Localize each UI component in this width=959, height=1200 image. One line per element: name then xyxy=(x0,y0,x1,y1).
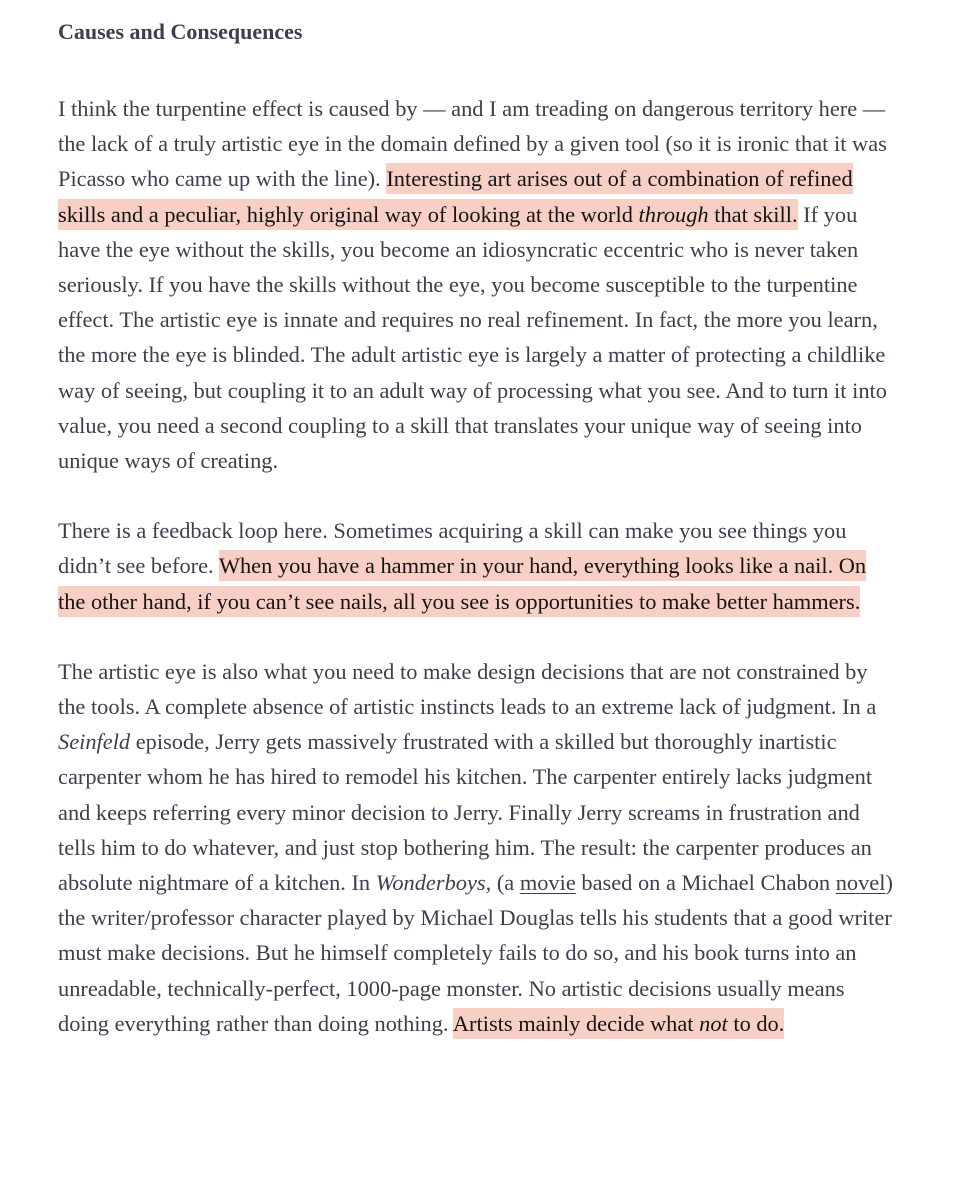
p1-text-2: If you have the eye without the skills, you become an idiosyncratic eccentric who is never taken seriously. If you have the skills without the eye, you become susceptible to the turpentine effect. The artistic eye is innate and requires no real refinement. In fact, the more you learn, the more the eye is blinded. The adult artistic eye is largely a matter of protecting a childlike way of seeing, but coupling it to an adult way of processing what you see. And to turn it into value, you need a second coupling to a skill that translates your unique way of seeing into unique ways of creating. xyxy=(58,201,887,474)
highlight-3 xyxy=(453,1008,784,1039)
highlight-1-text: Interesting art arises out of a combination of refined skills and a peculiar, highly original way of looking at the world xyxy=(58,166,853,227)
paragraph-2 xyxy=(58,513,898,619)
wonderboys-title: Wonderboys, xyxy=(375,870,492,896)
section-heading: Causes and Consequences xyxy=(58,19,303,44)
p1-text-1: I think the turpentine effect is caused by — and I am treading on dangerous territory here — the lack of a truly artistic eye in the domain defined by a given tool (so it is ironic that it was Picasso who came up with the line). xyxy=(58,96,887,192)
p3-text-4: based on a Michael Chabon xyxy=(575,870,836,896)
p3-text-2: episode, Jerry gets massively frustrated with a skilled but thoroughly inartistic carpenter whom he has hired to remodel his kitchen. The carpenter entirely lacks judgment and keeps referring every minor decision to Jerry. Finally Jerry screams in frustration and tells him to do whatever, and just stop bothering him. The result: the carpenter produces an absolute nightmare of a kitchen. In xyxy=(58,729,873,896)
p3-text-1: The artistic eye is also what you need to make design decisions that are not constrained by the tools. A complete absence of artistic instincts leads to an extreme lack of judgment. In a xyxy=(58,658,877,720)
highlight-3-emphasis: not xyxy=(699,1010,728,1036)
seinfeld-title: Seinfeld xyxy=(58,729,131,755)
highlight-1-emphasis: through xyxy=(638,201,709,227)
p3-text-5: ) the writer/professor character played by Michael Douglas tells his students that a good writer must make decisions. But he himself completely fails to do so, and his book turns into an unreadable, technically-perfect, 1000-page monster. No artistic decisions usually means doing everything rather than doing nothing. xyxy=(58,870,893,1036)
p3-text-3: (a xyxy=(491,870,520,896)
highlight-3-text-end: to do. xyxy=(727,1010,785,1036)
novel-link[interactable]: novel xyxy=(835,870,886,896)
movie-link[interactable]: movie xyxy=(519,870,576,896)
highlight-1-text-end: that skill. xyxy=(708,201,798,227)
highlight-2: When you have a hammer in your hand, everything looks like a nail. On the other hand, if you can’t see nails, all you see is opportunities to make better hammers. xyxy=(58,550,866,616)
highlight-3-text: Artists mainly decide what xyxy=(452,1010,700,1036)
paragraph-1 xyxy=(58,91,898,478)
paragraph-3 xyxy=(58,654,898,1041)
p2-text-1: There is a feedback loop here. Sometimes acquiring a skill can make you see things you didn’t see before. xyxy=(58,518,847,579)
